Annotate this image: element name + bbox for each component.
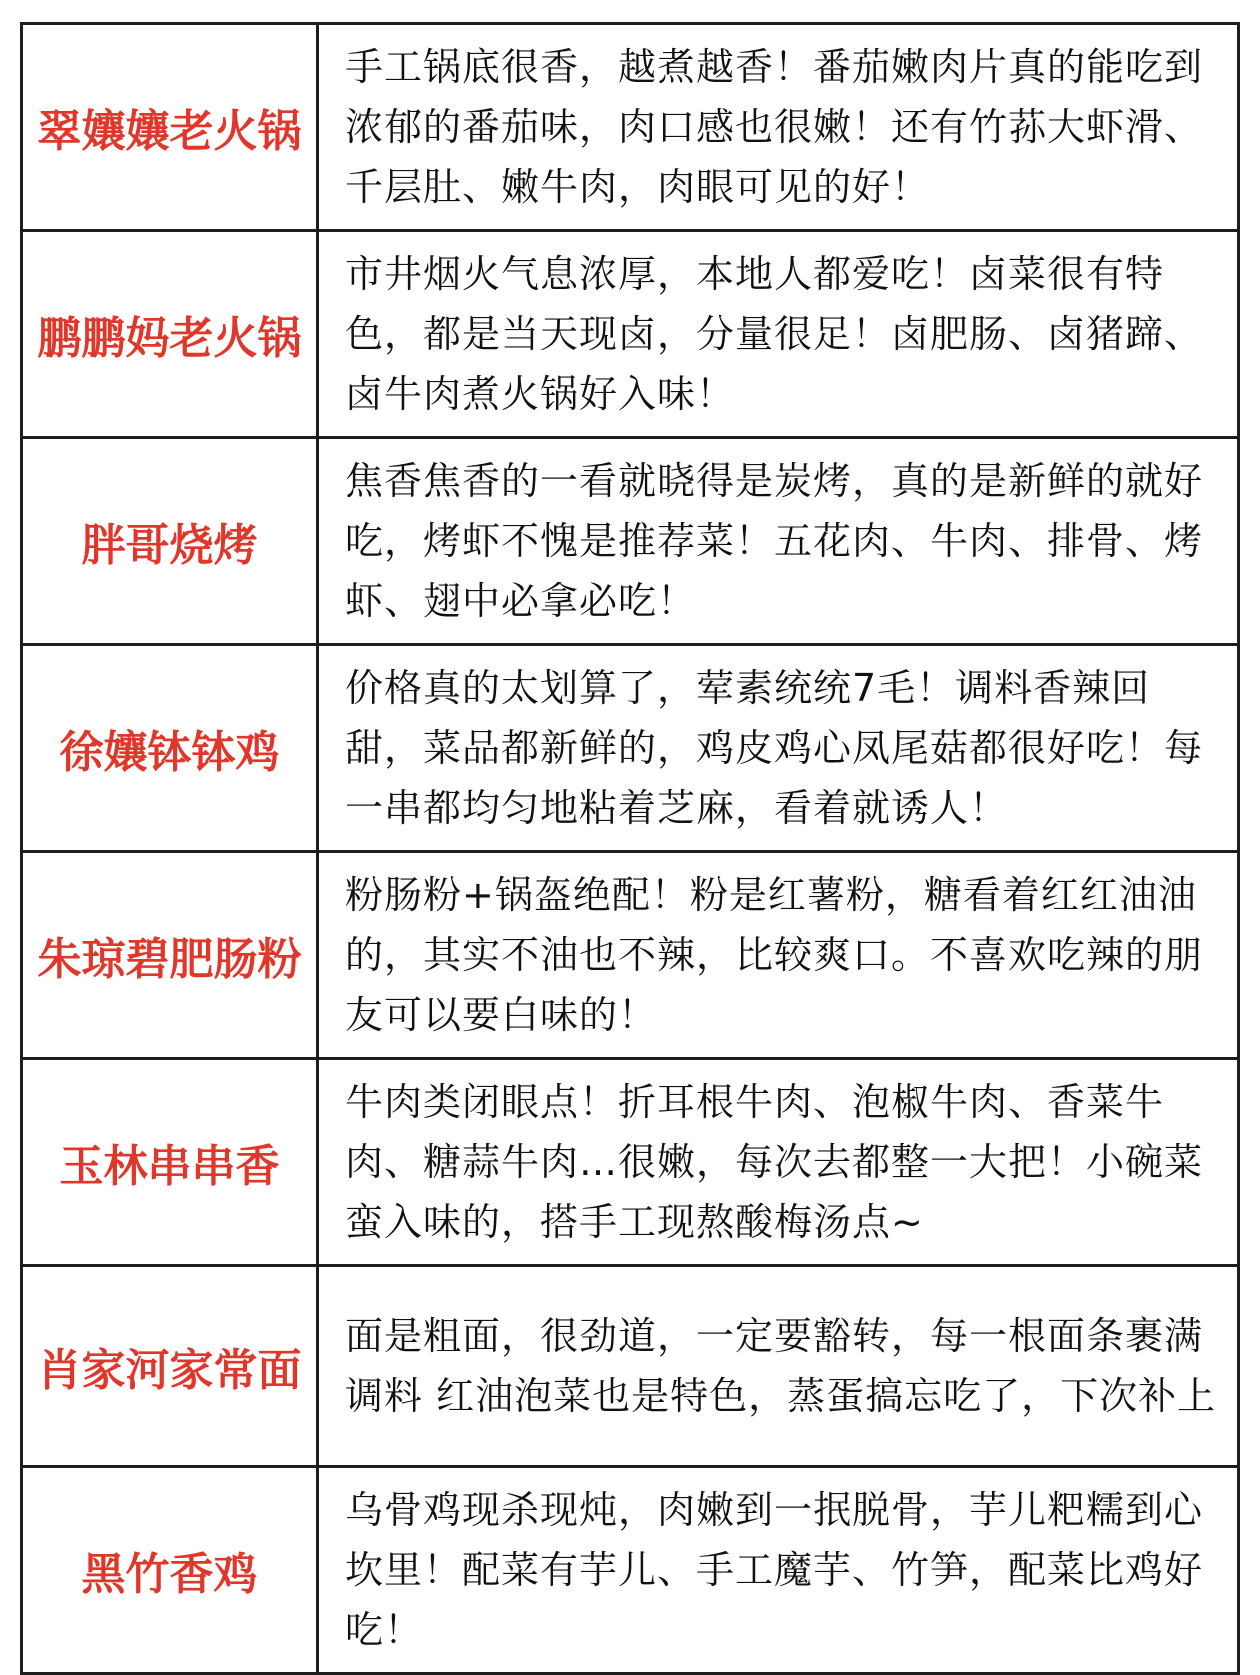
restaurant-description-cell [318, 1467, 1239, 1674]
restaurant-description-cell [318, 645, 1239, 852]
restaurant-description: 手工锅底很香，越煮越香！番茄嫩肉片真的能吃到浓郁的番茄味，肉口感也很嫩！还有竹荪大虾滑、千层肚、嫩牛肉，肉眼可见的好！ [345, 45, 1204, 209]
table-row [22, 438, 1239, 645]
restaurant-description: 价格真的太划算了，荤素统统7毛！调料香辣回甜，菜品都新鲜的，鸡皮鸡心凤尾菇都很好吃！每一串都均匀地粘着芝麻，看着就诱人！ [345, 666, 1204, 830]
restaurant-description: 粉肠粉+锅盔绝配！粉是红薯粉，糖看着红红油油的，其实不油也不辣，比较爽口。不喜欢吃辣的朋友可以要白味的！ [345, 873, 1204, 1037]
table-row [22, 1467, 1239, 1674]
restaurant-name: 翠孃孃老火锅 [37, 106, 302, 157]
restaurant-description: 面是粗面，很劲道，一定要豁转，每一根面条裹满调料 红油泡菜也是特色，蒸蛋搞忘吃了，下次补上 [345, 1314, 1217, 1418]
restaurant-name: 肖家河家常面 [37, 1345, 302, 1396]
restaurant-description-cell [318, 852, 1239, 1059]
restaurant-description-cell [318, 24, 1239, 231]
table-row [22, 645, 1239, 852]
restaurant-name-cell [22, 24, 318, 231]
restaurant-description-cell [318, 1059, 1239, 1266]
restaurant-name-cell [22, 438, 318, 645]
table-row [22, 231, 1239, 438]
restaurant-name: 胖哥烧烤 [81, 520, 258, 571]
restaurant-description-cell [318, 438, 1239, 645]
restaurant-name-cell [22, 1467, 318, 1674]
table-row [22, 852, 1239, 1059]
restaurant-description: 乌骨鸡现杀现炖，肉嫩到一抿脱骨，芋儿粑糯到心坎里！配菜有芋儿、手工魔芋、竹笋，配菜比鸡好吃！ [345, 1488, 1204, 1652]
restaurant-name: 鹏鹏妈老火锅 [37, 313, 302, 364]
restaurant-name-cell [22, 1059, 318, 1266]
restaurant-description: 牛肉类闭眼点！折耳根牛肉、泡椒牛肉、香菜牛肉、糖蒜牛肉…很嫩，每次去都整一大把！小碗菜蛮入味的，搭手工现熬酸梅汤点~ [345, 1080, 1204, 1244]
restaurant-name-cell [22, 852, 318, 1059]
restaurant-table [20, 22, 1240, 1675]
restaurant-name: 朱琼碧肥肠粉 [37, 934, 302, 985]
restaurant-description: 市井烟火气息浓厚，本地人都爱吃！卤菜很有特色，都是当天现卤，分量很足！卤肥肠、卤猪蹄、卤牛肉煮火锅好入味！ [345, 252, 1204, 416]
restaurant-name: 玉林串串香 [59, 1141, 280, 1192]
table-row [22, 1059, 1239, 1266]
restaurant-description-cell [318, 1266, 1239, 1467]
restaurant-name-cell [22, 231, 318, 438]
restaurant-name: 徐孃钵钵鸡 [59, 727, 280, 778]
restaurant-name-cell [22, 645, 318, 852]
table-row [22, 1266, 1239, 1467]
restaurant-name-cell [22, 1266, 318, 1467]
table-row [22, 24, 1239, 231]
restaurant-name: 黑竹香鸡 [81, 1549, 258, 1600]
restaurant-description-cell [318, 231, 1239, 438]
restaurant-description: 焦香焦香的一看就晓得是炭烤，真的是新鲜的就好吃，烤虾不愧是推荐菜！五花肉、牛肉、排骨、烤虾、翅中必拿必吃！ [345, 459, 1204, 623]
